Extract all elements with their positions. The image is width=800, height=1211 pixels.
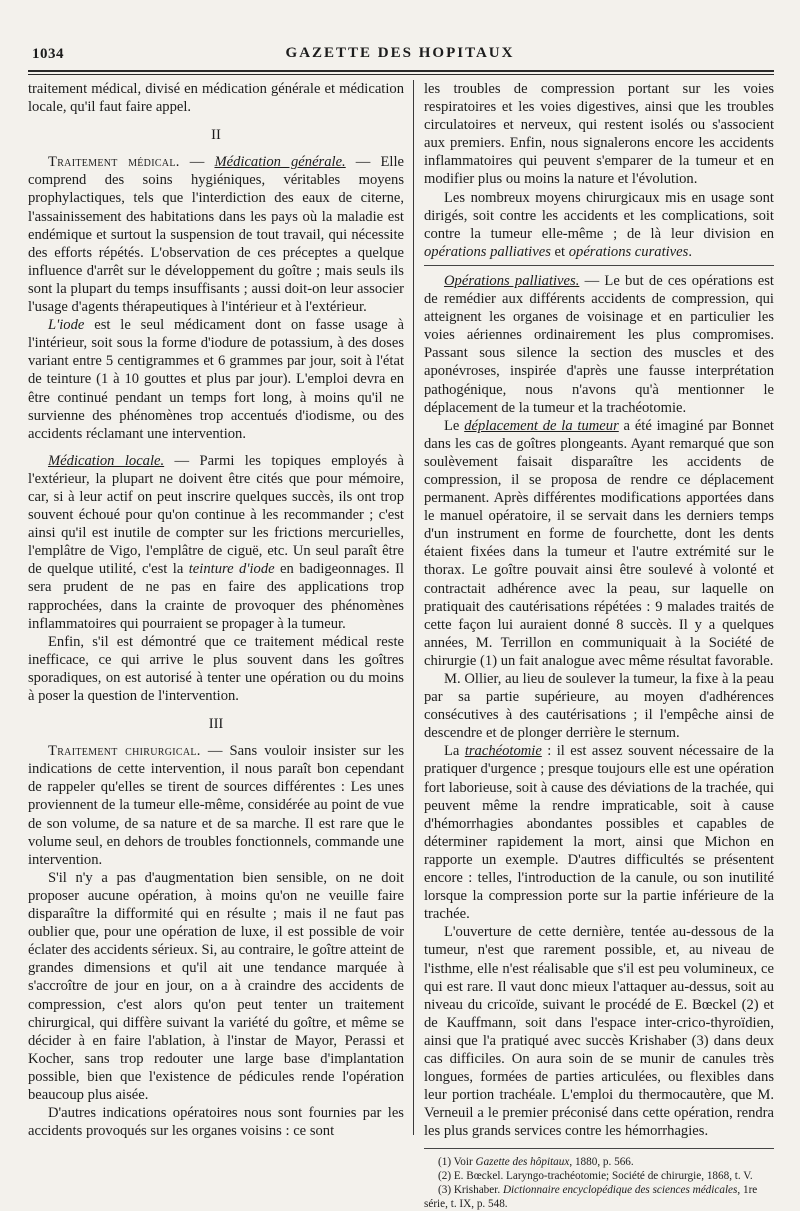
section-heading: Traitement chirurgical. [48, 743, 201, 760]
left-column [28, 80, 404, 1140]
subheading: Opérations palliatives. [444, 272, 580, 289]
footnotes [424, 1148, 774, 1211]
right-column [424, 80, 774, 1211]
paragraph-medical-general [28, 153, 404, 316]
paragraph-surgical-means [424, 189, 774, 261]
header-rule-thick [28, 70, 774, 72]
emphasis: opérations palliatives [424, 243, 551, 260]
section-heading: Traitement médical. [48, 154, 180, 171]
page-header [28, 40, 772, 66]
paragraph: D'autres indications opératoires nous sont fournies par les accidents provoqués sur les organes voisins : ce sont [28, 1105, 404, 1140]
paragraph-text: Les nombreux moyens chirurgicaux mis en usage sont dirigés, soit contre les accidents et les complications, soit contre la tumeur elle-même ; de là leur division en [424, 189, 774, 242]
section-number-iii: III [208, 716, 224, 733]
subheading: Médication locale. [48, 452, 165, 469]
paragraph-text: — Elle comprend des soins hygiéniques, véritables moyens prophylactiques, tels que l'interdiction des eaux de citerne, l'assainissement des habitations dans les pays où la maladie est endémique et surtout la suspension de tout travail, qui nécessite des efforts répétés. L'observation de ces préceptes a quelque influence d'arrêt sur le développement du goître ; mais seuls ils sont la plupart du temps insuffisants ; aussi doit-on leur associer l'usage d'agents thérapeutiques à l'intérieur et à l'extérieur. [28, 154, 404, 316]
emphasis: opérations curatives [568, 243, 689, 260]
footnote-text: (1) Voir [438, 1156, 476, 1169]
subheading: Médication générale. [214, 154, 346, 171]
footnote-text: , 1880, p. 566. [569, 1156, 634, 1169]
paragraph-medical-local [28, 452, 404, 633]
footnote-title: Gazette des hôpitaux [475, 1156, 570, 1169]
spacer [28, 443, 404, 452]
paragraph-text: — Parmi les topiques employés à l'extérieur, la plupart ne doivent être cités que pour mémoire, car, si à leur actif on peut inscrire quelques succès, ils ont trop souvent échoué pour qu'on continue à les recommander ; c'est ainsi qu'il est inutile de compter sur les frictions mercurielles, l'emplâtre de Vigo, l'emplâtre de ciguë, etc. Un seul paraît être de quelque utilité, c'est la [28, 452, 404, 578]
section-number-ii: II [211, 127, 221, 144]
emphasis: trachéotomie [464, 743, 542, 760]
paragraph: S'il n'y a pas d'augmentation bien sensible, on ne doit proposer aucune opération, à moins qu'on ne veuille faire disparaître la difformité qui en résulte ; mais il ne faut pas oublier que, pour une opération de luxe, il est possible de voir éclater des accidents sérieux. Si, au contraire, le goître atteint de grandes dimensions et qu'il ait une tendance marquée à s'accroître de jour en jour, on a à craindre des accidents de compression, c'est alors qu'on peut tenter un traitement chirurgical, qui diffère suivant la variété du goître, et même se décider à en faire l'ablation, à l'instar de Mayor, Perassi et Kocher, sans trop redouter une large base d'implantation possible, bien que l'existence de pédicules rende l'opération beaucoup plus aisée. [28, 869, 404, 1103]
emphasis: teinture d'iode [188, 561, 275, 578]
footnote-text: , 1re série, t. IX, p. 548. [424, 1184, 758, 1211]
footnote-2: (2) E. Bœckel. Laryngo-trachéotomie; Société de chirurgie, 1868, t. V. [438, 1170, 753, 1183]
paragraph-tracheotomy [424, 742, 774, 923]
footnote-title: Dictionnaire encyclopédique des sciences médicales [502, 1184, 738, 1197]
paragraph-text: La [444, 743, 465, 760]
paragraph-text: est le seul médicament dont on fasse usage à l'intérieur, soit sous la forme d'iodure de potassium, à des doses variant entre 5 centigrammes et 6 grammes par jour, soit à l'état de teinture (1 à 10 gouttes et plus par jour). L'emploi devra en être continué pendant un temps fort long, à moins qu'il ne survienne des phénomènes trop accentués d'iodisme, ou des accidents réclamant une intervention. [28, 317, 404, 442]
header-rule-thin [28, 74, 774, 75]
paragraph-text: : il est assez souvent nécessaire de la pratiquer d'urgence ; presque toujours elle est une opération fort laborieuse, soit à cause des déviations de la trachée, qui peuvent même la rendre impraticable, soit à cause d'hémorrhagies abondantes possibles et capables de déterminer rapidement la mort, ainsi que Michon en rapporte un exemple. D'autres difficultés se présentent encore : telles, l'introduction de la canule, ou son inutilité lorsque la compression porte sur la partie inférieure de la trachée. [424, 743, 774, 923]
footnote-3 [424, 1183, 774, 1211]
paragraph: M. Ollier, au lieu de soulever la tumeur, la fixe à la peau par sa partie supérieure, au moyen d'adhérences consécutives à des cautérisations ; il l'empêche ainsi de descendre et de plonger derrière le sternum. [424, 671, 774, 742]
paragraph-displacement [424, 417, 774, 670]
paragraph-text: Le [444, 417, 465, 434]
paragraph: Enfin, s'il est démontré que ce traitement médical reste inefficace, ce qui arrive le plus souvent dans les goîtres sporadiques, on est autorisé à tenter une opération ou du moins à poser la question de l'intervention. [28, 633, 404, 704]
footnote-text: (3) Krishaber. [438, 1184, 503, 1197]
paragraph-text: a été imaginé par Bonnet dans les cas de goîtres plongeants. Ayant remarqué que son soulèvement faisait disparaître les accidents de compression, il se proposa de rendre ce déplacement permanent. Après différentes modifications apportées dans le manuel opératoire, il se servait dans les derniers temps d'un instrument en forme de fourchette, dont les dents étaient fixées dans la tumeur et l'autre extrémité sur le thorax. Le goître pouvait ainsi être soulevé à volonté et contractait adhérence avec la peau, sur laquelle on pratiquait des cautérisations répétées : 9 malades traités de cette façon lui auraient donné 8 succès. Il y a quelques années, M. Terrillon en communiquait à la Société de chirurgie (1) un fait analogue avec même résultat favorable. [424, 417, 774, 669]
page-number: 1034 [32, 46, 64, 62]
paragraph-iode [28, 316, 404, 443]
paragraph-text: — Le but de ces opérations est de remédier aux différents accidents de compression, qui atteignent les organes de voisinage et en particulier les voies aériennes ordinairement les plus compromises. Passant sous silence la section des muscles et des aponévroses, inspirée d'après une fausse interprétation pathogénique, nous n'avons qu'à mentionner le déplacement de la tumeur et la trachéotomie. [424, 272, 774, 416]
paragraph-palliative [424, 272, 774, 417]
paragraph-text: et [550, 243, 569, 260]
paragraph-text: . [688, 243, 692, 260]
paragraph-surgical [28, 742, 404, 869]
column-separator [413, 80, 414, 1135]
paragraph-text: en badigeonnages. Il sera prudent de ne pas en faire des applications trop rapprochées, dans la crainte de provoquer des phénomènes inflammatoires qui pourraient se propager à la tumeur. [28, 561, 404, 632]
lead-term: L'iode [48, 317, 85, 334]
separator: — [179, 154, 215, 171]
paragraph: les troubles de compression portant sur les voies respiratoires et les voies digestives, ainsi que les troubles circulatoires et nerveux, qui restent isolés ou s'associent aux premiers. Enfin, nous signalerons encore les accidents inflammatoires qui peuvent s'emparer de la tumeur et en modifier plus ou moins la nature et l'évolution. [424, 81, 774, 188]
journal-title: GAZETTE DES HOPITAUX [285, 45, 515, 61]
paragraph: traitement médical, divisé en médication générale et médication locale, qu'il faut faire appel. [28, 81, 404, 116]
paragraph-text: — Sans vouloir insister sur les indications de cette intervention, il nous paraît bon cependant de rappeler qu'elles se tirent de sources différentes : Les unes proviennent de la tumeur elle-même, considérée au point de vue de son volume, de sa nature et de sa marche. Il est rare que le volume seul, en dehors de troubles fonctionnels, commande une intervention. [28, 743, 404, 868]
emphasis: déplacement de la tumeur [464, 417, 619, 434]
paragraph: L'ouverture de cette dernière, tentée au-dessous de la tumeur, n'est que rarement possible, et, au niveau de l'isthme, elle n'est réalisable que s'il est peu volumineux, ce qui est rare. Il vaut donc mieux l'attaquer au-dessus, soit au niveau du cricoïde, suivant le procédé de E. Bœckel (2) et de Kauffmann, soit dans l'espace inter-crico-thyroïdien, ainsi que l'a pratiqué avec succès Krishaber (3) dans deux cas difficiles. On aura soin de se munir de canules très longues, formées de parties articulées, ou flexibles dans leur portion trachéale. L'emploi du thermocautère, que M. Verneuil a le premier préconisé dans cette opération, rendra les plus grands services contre les hémorrhagies. [424, 924, 774, 1140]
section-divider [424, 265, 774, 266]
footnote-1 [424, 1155, 774, 1169]
